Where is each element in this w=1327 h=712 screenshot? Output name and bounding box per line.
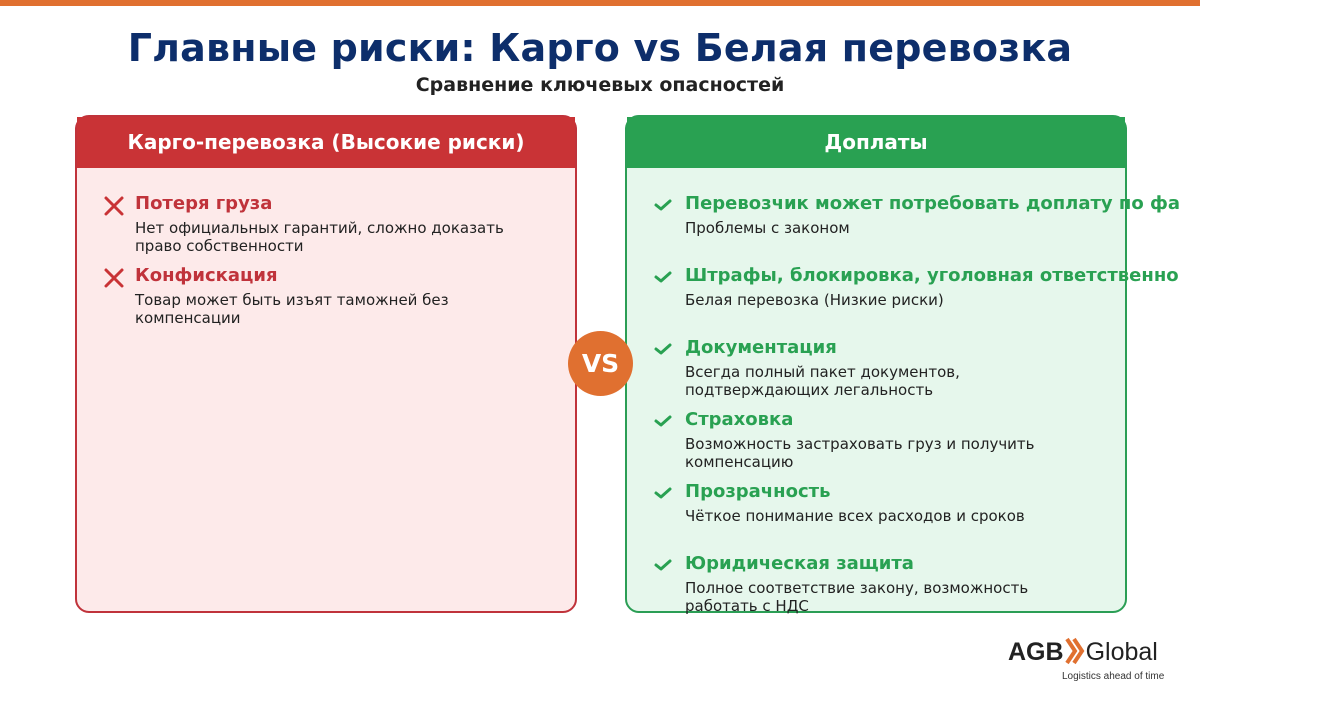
check-icon (653, 195, 673, 219)
page-title: Главные риски: Карго vs Белая перевозка (127, 26, 1073, 70)
benefit-item-title: Страховка (685, 409, 794, 430)
page-subtitle: Сравнение ключевых опасностей (415, 74, 785, 96)
check-icon (653, 411, 673, 435)
benefit-item-description: Чёткое понимание всех расходов и сроков (685, 507, 1025, 525)
top-accent-bar (0, 0, 1200, 6)
benefit-item-title: Штрафы, блокировка, уголовная ответственно (685, 265, 1179, 286)
cargo-panel-header: Карго-перевозка (Высокие риски) (77, 117, 575, 168)
logo-wordmark (1008, 636, 1158, 668)
benefit-item-title: Юридическая защита (685, 553, 914, 574)
benefit-item-title: Перевозчик может потребовать доплату по фа (685, 193, 1180, 214)
white-transport-panel (625, 115, 1180, 615)
cross-icon (103, 195, 125, 221)
chevron-right-icon (1064, 637, 1086, 665)
risk-item-description: Нет официальных гарантий, сложно доказать право собственности (135, 219, 504, 255)
cargo-risks-panel (75, 115, 577, 613)
agb-global-logo (1008, 636, 1178, 686)
risk-item-description: Товар может быть изъят таможней без компенсации (135, 291, 449, 327)
benefit-item-description: Всегда полный пакет документов, подтверждающих легальность (685, 363, 960, 399)
logo-name: Global (1085, 638, 1158, 666)
logo-tagline: Logistics ahead of time (1062, 671, 1165, 682)
risk-item-title: Потеря груза (135, 193, 273, 214)
risk-item-title: Конфискация (135, 265, 278, 286)
benefit-item-description: Белая перевозка (Низкие риски) (685, 291, 944, 309)
benefit-item-title: Прозрачность (685, 481, 831, 502)
benefit-item-description: Проблемы с законом (685, 219, 850, 237)
check-icon (653, 267, 673, 291)
check-icon (653, 339, 673, 363)
benefit-item-description: Возможность застраховать груз и получить компенсацию (685, 435, 1035, 471)
cross-icon (103, 267, 125, 293)
benefit-item-title: Документация (685, 337, 837, 358)
vs-badge: VS (568, 331, 633, 396)
logo-brand: AGB (1008, 638, 1064, 666)
benefit-item-description: Полное соответствие закону, возможность работать с НДС (685, 579, 1029, 615)
white-panel-header: Доплаты (627, 117, 1125, 168)
check-icon (653, 483, 673, 507)
check-icon (653, 555, 673, 579)
